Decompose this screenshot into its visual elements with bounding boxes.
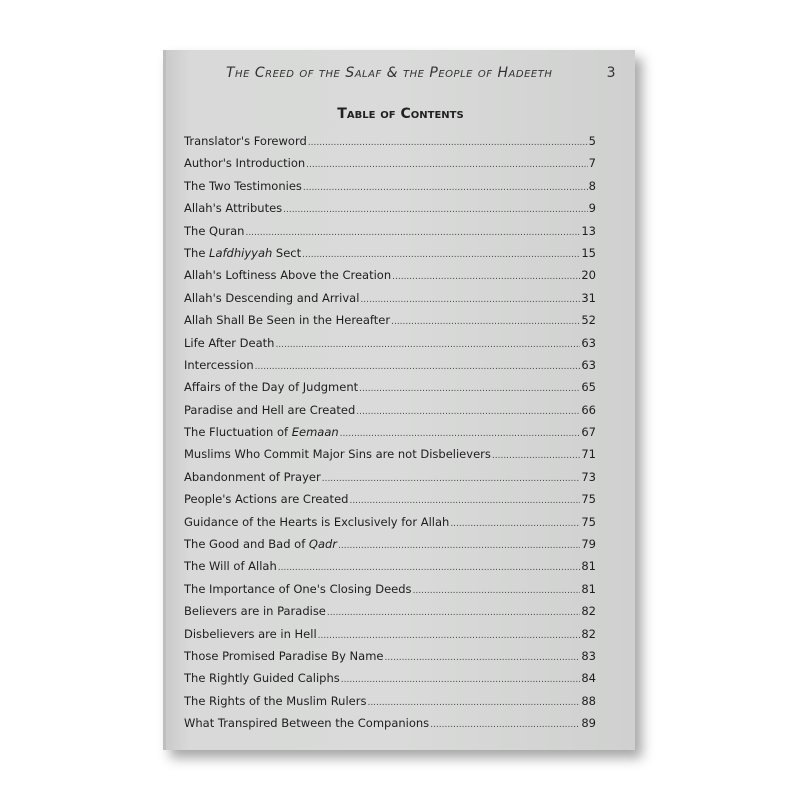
toc-entry-title xyxy=(184,380,358,394)
dot-leader xyxy=(322,474,581,484)
toc-entry-page: 81 xyxy=(581,559,596,574)
toc-entry-page: 82 xyxy=(581,604,596,619)
toc-entry xyxy=(184,559,596,581)
toc-entry-text: Translator's Foreword xyxy=(184,134,307,148)
book-page xyxy=(163,50,635,750)
dot-leader xyxy=(283,205,588,215)
toc-entry-text: Allah's Descending and Arrival xyxy=(184,290,360,305)
toc-entry-text: The xyxy=(184,245,210,260)
toc-entry-page: 79 xyxy=(581,537,596,552)
dot-leader xyxy=(391,317,580,327)
toc-entry xyxy=(184,224,596,246)
toc-entry xyxy=(184,716,596,738)
toc-entry-page: 75 xyxy=(581,514,596,529)
toc-entry-text: Disbelievers are in Hell xyxy=(184,626,317,641)
toc-entry-text: Paradise and Hell are Created xyxy=(184,402,356,417)
toc-entry-page: 67 xyxy=(581,425,596,440)
toc-entry-title xyxy=(184,627,317,641)
toc-entry-page: 65 xyxy=(581,380,596,395)
toc-entry xyxy=(184,380,596,402)
dot-leader xyxy=(340,429,581,439)
toc-entry xyxy=(184,291,596,313)
toc-entry-text: Author's Introduction xyxy=(184,156,306,171)
toc-entry-title xyxy=(184,716,429,730)
toc-entry xyxy=(184,627,596,649)
toc-entry-title xyxy=(184,492,348,506)
toc-entry-page: 7 xyxy=(588,156,596,171)
toc-entry-title xyxy=(184,336,274,350)
toc-entry-text: The Rightly Guided Caliphs xyxy=(184,671,340,686)
toc-entry-title xyxy=(184,604,326,618)
toc-entry-text: Allah Shall Be Seen in the Hereafter xyxy=(184,313,391,328)
toc-entry-page: 82 xyxy=(581,626,596,641)
toc-entry-title xyxy=(184,649,383,663)
toc-entry-page: 63 xyxy=(581,357,596,372)
toc-entry-title xyxy=(184,313,390,327)
toc-entry-page: 83 xyxy=(581,648,596,663)
dot-leader xyxy=(392,272,580,282)
toc-entry-page: 31 xyxy=(581,290,596,305)
toc-entry-title xyxy=(184,224,244,238)
dot-leader xyxy=(450,519,580,529)
toc-entry xyxy=(184,268,596,290)
dot-leader xyxy=(327,608,580,618)
toc-entry-page: 63 xyxy=(581,335,596,350)
toc-entry-title xyxy=(184,671,340,685)
toc-entry-page: 20 xyxy=(581,268,596,283)
toc-list xyxy=(184,134,596,739)
toc-entry xyxy=(184,515,596,537)
toc-entry xyxy=(184,179,596,201)
toc-entry-title xyxy=(184,694,366,708)
dot-leader xyxy=(255,362,581,372)
toc-entry-page: 5 xyxy=(588,134,596,148)
toc-entry-page: 73 xyxy=(581,469,596,484)
toc-entry-title xyxy=(184,447,491,461)
toc-entry xyxy=(184,492,596,514)
dot-leader xyxy=(306,160,588,170)
dot-leader xyxy=(356,407,580,417)
toc-entry xyxy=(184,201,596,223)
toc-entry xyxy=(184,313,596,335)
dot-leader xyxy=(341,675,581,685)
toc-entry-title xyxy=(184,582,412,596)
toc-entry-page: 8 xyxy=(588,178,596,193)
toc-entry-page: 9 xyxy=(588,201,596,216)
toc-entry-title xyxy=(184,470,321,484)
toc-entry-title xyxy=(184,268,391,282)
dot-leader xyxy=(492,451,580,461)
toc-entry-italic: Qadr xyxy=(308,537,338,552)
toc-entry xyxy=(184,358,596,380)
toc-entry-page: 15 xyxy=(581,245,596,260)
toc-entry-page: 71 xyxy=(581,447,596,462)
toc-heading: Table of Contents xyxy=(337,106,464,122)
page-number: 3 xyxy=(606,65,616,81)
toc-entry-page: 84 xyxy=(581,671,596,686)
toc-entry-text: Believers are in Paradise xyxy=(184,604,326,619)
running-header xyxy=(226,65,616,81)
toc-entry-text: The Importance of One's Closing Deeds xyxy=(184,581,412,596)
toc-entry xyxy=(184,649,596,671)
toc-entry xyxy=(184,156,596,178)
toc-entry-text: The Rights of the Muslim Rulers xyxy=(184,693,367,708)
toc-entry-text: The Two Testimonies xyxy=(184,178,302,193)
toc-entry xyxy=(184,694,596,716)
toc-entry-text: What Transpired Between the Companions xyxy=(184,716,430,731)
dot-leader xyxy=(275,340,580,350)
toc-entry xyxy=(184,537,596,559)
toc-entry-title xyxy=(184,291,359,305)
toc-entry xyxy=(184,671,596,693)
dot-leader xyxy=(318,631,581,641)
toc-entry-page: 52 xyxy=(581,313,596,328)
toc-entry-text: The Fluctuation of xyxy=(184,425,292,440)
dot-leader xyxy=(349,496,580,506)
toc-entry-text: Intercession xyxy=(184,357,254,372)
toc-entry-page: 66 xyxy=(581,402,596,417)
dot-leader xyxy=(384,653,580,663)
dot-leader xyxy=(360,295,580,305)
toc-entry xyxy=(184,604,596,626)
toc-entry-text: Allah's Attributes xyxy=(184,201,283,216)
toc-entry-suffix: Sect xyxy=(272,245,302,260)
toc-entry-page: 81 xyxy=(581,581,596,596)
toc-entry-title xyxy=(184,403,355,417)
toc-entry-italic: Eemaan xyxy=(291,425,339,440)
toc-entry-page: 75 xyxy=(581,492,596,507)
dot-leader xyxy=(302,250,580,260)
toc-entry-title xyxy=(184,134,307,148)
toc-entry-page: 13 xyxy=(581,223,596,238)
toc-entry-text: The Will of Allah xyxy=(184,559,277,574)
toc-entry-title xyxy=(184,559,277,573)
dot-leader xyxy=(278,563,581,573)
toc-entry-text: Abandonment of Prayer xyxy=(184,469,321,484)
toc-entry xyxy=(184,447,596,469)
toc-entry-text: People's Actions are Created xyxy=(184,492,349,507)
toc-entry xyxy=(184,246,596,268)
dot-leader xyxy=(338,541,580,551)
toc-entry xyxy=(184,403,596,425)
toc-entry-title xyxy=(184,179,302,193)
dot-leader xyxy=(367,698,580,708)
toc-entry xyxy=(184,425,596,447)
dot-leader xyxy=(303,183,588,193)
toc-entry-italic: Lafdhiyyah xyxy=(209,245,273,260)
toc-entry-text: The Good and Bad of xyxy=(184,537,309,552)
toc-entry-title xyxy=(184,156,305,170)
toc-entry xyxy=(184,134,596,156)
dot-leader xyxy=(359,384,580,394)
toc-entry-text: Affairs of the Day of Judgment xyxy=(184,380,359,395)
dot-leader xyxy=(413,586,581,596)
running-title: The Creed of the Salaf & the People of Hadeeth xyxy=(226,65,553,81)
toc-entry xyxy=(184,582,596,604)
toc-entry-text: Muslims Who Commit Major Sins are not Disbelievers xyxy=(184,447,491,462)
toc-entry-title xyxy=(184,425,339,439)
toc-entry-text: Allah's Loftiness Above the Creation xyxy=(184,268,392,283)
toc-entry xyxy=(184,336,596,358)
toc-entry-page: 88 xyxy=(581,693,596,708)
dot-leader xyxy=(245,228,580,238)
toc-entry-title xyxy=(184,537,337,551)
toc-entry-text: The Quran xyxy=(184,223,245,238)
toc-entry-title xyxy=(184,358,254,372)
toc-entry xyxy=(184,470,596,492)
toc-entry-title xyxy=(184,201,282,215)
toc-entry-text: Guidance of the Hearts is Exclusively for Allah xyxy=(184,514,450,529)
dot-leader xyxy=(430,720,580,730)
toc-entry-text: Life After Death xyxy=(184,335,275,350)
dot-leader xyxy=(308,138,588,148)
toc-entry-page: 89 xyxy=(581,716,596,731)
toc-entry-text: Those Promised Paradise By Name xyxy=(184,648,384,663)
toc-entry-title xyxy=(184,515,449,529)
toc-entry-title xyxy=(184,246,301,260)
